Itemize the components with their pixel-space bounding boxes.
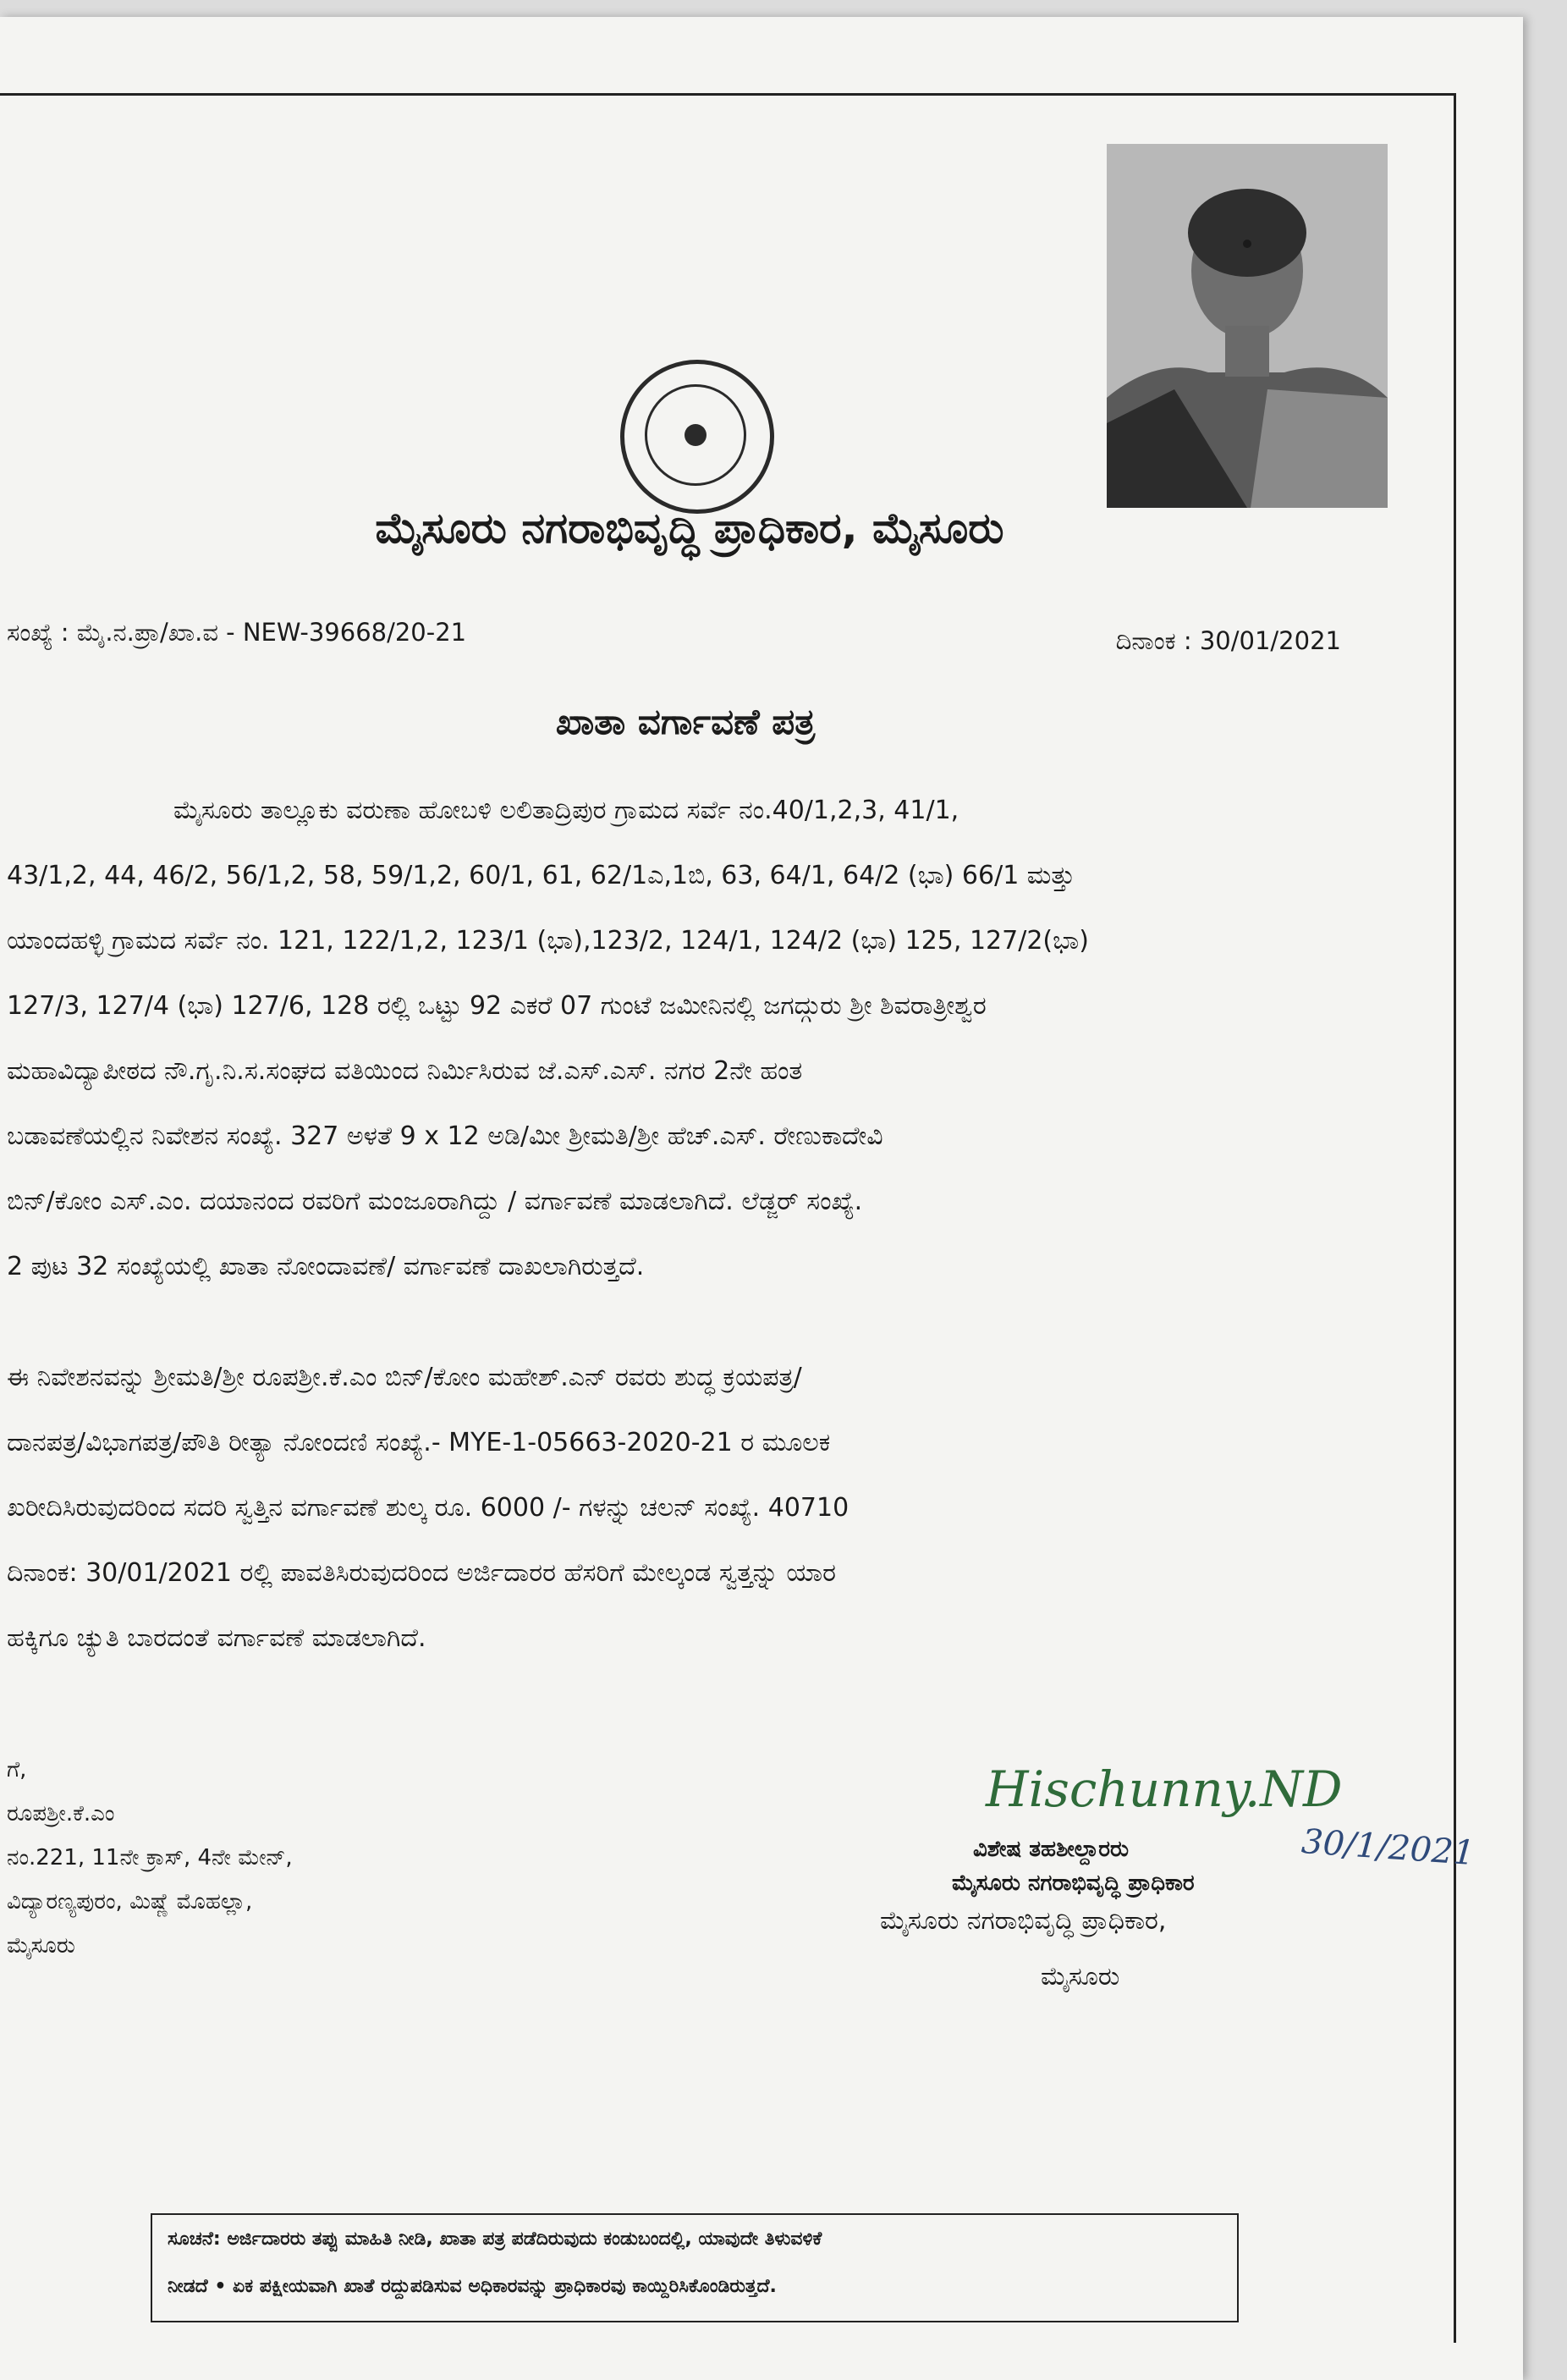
paragraph2-line: ಖರೀದಿಸಿರುವುದರಿಂದ ಸದರಿ ಸ್ವತ್ತಿನ ವರ್ಗಾವಣೆ ಶುಲ್ಕ ರೂ. 6000 /- ಗಳನ್ನು ಚಲನ್ ಸಂಖ್ಯೆ. 40710 <box>7 1493 849 1523</box>
issue-date: ದಿನಾಂಕ : 30/01/2021 <box>1115 626 1341 655</box>
reference-number: ಸಂಖ್ಯೆ : ಮೈ.ನ.ಪ್ರಾ/ಖಾ.ವ - NEW-39668/20-21 <box>7 618 467 647</box>
recipient-name: ರೂಪಶ್ರೀ.ಕೆ.ಎಂ <box>7 1801 115 1826</box>
paragraph1-line: 127/3, 127/4 (ಭಾ) 127/6, 128 ರಲ್ಲಿ ಒಟ್ಟು 92 ಎಕರೆ 07 ಗುಂಟೆ ಜಮೀನಿನಲ್ಲಿ ಜಗದ್ಗುರು ಶ್ರೀ ಶಿವರಾತ್ರೀಶ್ವರ <box>7 991 987 1021</box>
applicant-photo <box>1107 144 1388 508</box>
paragraph1-line: ಮಹಾವಿದ್ಯಾಪೀಠದ ನೌ.ಗೃ.ನಿ.ಸ.ಸಂಘದ ವತಿಯಿಂದ ನಿರ್ಮಿಸಿರುವ ಜೆ.ಎಸ್.ಎಸ್. ನಗರ 2ನೇ ಹಂತ <box>7 1056 803 1086</box>
recipient-block <box>7 1748 293 1968</box>
footer-note-line: ನೀಡದೆ • ಏಕ ಪಕ್ಷೀಯವಾಗಿ ಖಾತೆ ರದ್ದುಪಡಿಸುವ ಅಧಿಕಾರವನ್ನು ಪ್ರಾಧಿಕಾರವು ಕಾಯ್ದಿರಿಸಿಕೊಂಡಿರುತ್ತದೆ. <box>168 2276 777 2297</box>
signatory-designation: ವಿಶೇಷ ತಹಶೀಲ್ದಾರರು <box>973 1837 1129 1862</box>
authority-seal <box>620 360 774 514</box>
signatory-office: ಮೈಸೂರು ನಗರಾಭಿವೃದ್ಧಿ ಪ್ರಾಧಿಕಾರ <box>952 1870 1195 1896</box>
seal-emblem <box>685 424 707 446</box>
signatory-city: ಮೈಸೂರು <box>1041 1962 1120 1992</box>
signatory-authority: ಮೈಸೂರು ನಗರಾಭಿವೃದ್ಧಿ ಪ್ರಾಧಿಕಾರ, <box>880 1906 1167 1936</box>
signature-block <box>880 1760 1476 2014</box>
paragraph1-line: ಬಡಾವಣೆಯಲ್ಲಿನ ನಿವೇಶನ ಸಂಖ್ಯೆ. 327 ಅಳತೆ 9 x 12 ಅಡಿ/ಮೀ ಶ್ರೀಮತಿ/ಶ್ರೀ ಹೆಚ್.ಎಸ್. ರೇಣುಕಾದೇವಿ <box>7 1121 883 1151</box>
paragraph2-line: ದಾನಪತ್ರ/ವಿಭಾಗಪತ್ರ/ಪೌತಿ ರೀತ್ಯಾ ನೋಂದಣಿ ಸಂಖ್ಯೆ.- MYE-1-05663-2020-21 ರ ಮೂಲಕ <box>7 1428 831 1457</box>
paragraph1-line: 2 ಪುಟ 32 ಸಂಖ್ಯೆಯಲ್ಲಿ ಖಾತಾ ನೋಂದಾವಣೆ/ ವರ್ಗಾವಣೆ ದಾಖಲಾಗಿರುತ್ತದೆ. <box>7 1252 645 1281</box>
recipient-label: ಗೆ, <box>7 1757 27 1782</box>
footer-note-line: ಸೂಚನೆ: ಅರ್ಜಿದಾರರು ತಪ್ಪು ಮಾಹಿತಿ ನೀಡಿ, ಖಾತಾ ಪತ್ರ ಪಡೆದಿರುವುದು ಕಂಡುಬಂದಲ್ಲಿ, ಯಾವುದೇ ತಿಳುವಳಿಕೆ <box>168 2228 822 2250</box>
footer-note-box <box>151 2213 1239 2322</box>
recipient-address-line: ನಂ.221, 11ನೇ ಕ್ರಾಸ್, 4ನೇ ಮೇನ್, <box>7 1845 293 1870</box>
document-subtitle: ಖಾತಾ ವರ್ಗಾವಣೆ ಪತ್ರ <box>555 701 816 742</box>
handwritten-date: 30/1/2021 <box>1300 1821 1476 1874</box>
paragraph1-line: ಯಾಂದಹಳ್ಳಿ ಗ್ರಾಮದ ಸರ್ವೆ ನಂ. 121, 122/1,2, 123/1 (ಭಾ),123/2, 124/1, 124/2 (ಭಾ) 125, 127/2(ಭಾ) <box>7 926 1089 956</box>
paragraph2-line: ದಿನಾಂಕ: 30/01/2021 ರಲ್ಲಿ ಪಾವತಿಸಿರುವುದರಿಂದ ಅರ್ಜಿದಾರರ ಹೆಸರಿಗೆ ಮೇಲ್ಕಂಡ ಸ್ವತ್ತನ್ನು ಯಾರ <box>7 1558 836 1588</box>
recipient-address-line: ವಿದ್ಯಾರಣ್ಯಪುರಂ, ಮಿಷ್ಣೆ ಮೊಹಲ್ಲಾ, <box>7 1889 253 1914</box>
paragraph1-line: 43/1,2, 44, 46/2, 56/1,2, 58, 59/1,2, 60/1, 61, 62/1ಎ,1ಬಿ, 63, 64/1, 64/2 (ಭಾ) 66/1 ಮತ್ತು <box>7 861 1075 890</box>
applicant-photo-image <box>1107 144 1388 508</box>
authority-title: ಮೈಸೂರು ನಗರಾಭಿವೃದ್ಧಿ ಪ್ರಾಧಿಕಾರ, ಮೈಸೂರು <box>375 504 1004 553</box>
seal-inner-ring <box>645 384 746 486</box>
document-sheet <box>0 17 1523 2380</box>
paragraph1-line: ಬಿನ್/ಕೋಂ ಎಸ್.ಎಂ. ದಯಾನಂದ ರವರಿಗೆ ಮಂಜೂರಾಗಿದ್ದು / ವರ್ಗಾವಣೆ ಮಾಡಲಾಗಿದೆ. ಲೆಡ್ಜರ್ ಸಂಖ್ಯೆ. <box>7 1187 863 1216</box>
paragraph1-line: ಮೈಸೂರು ತಾಲ್ಲೂಕು ವರುಣಾ ಹೋಬಳಿ ಲಲಿತಾದ್ರಿಪುರ ಗ್ರಾಮದ ಸರ್ವೆ ನಂ.40/1,2,3, 41/1, <box>173 796 959 825</box>
handwritten-signature: Hischunny.ND <box>986 1760 1343 1818</box>
paragraph2-line: ಈ ನಿವೇಶನವನ್ನು ಶ್ರೀಮತಿ/ಶ್ರೀ ರೂಪಶ್ರೀ.ಕೆ.ಎಂ ಬಿನ್/ಕೋಂ ಮಹೇಶ್.ಎನ್ ರವರು ಶುದ್ಧ ಕ್ರಯಪತ್ರ/ <box>7 1363 802 1392</box>
paragraph2-line: ಹಕ್ಕಿಗೂ ಚ್ಯುತಿ ಬಾರದಂತೆ ವರ್ಗಾವಣೆ ಮಾಡಲಾಗಿದೆ. <box>7 1623 426 1653</box>
recipient-address-line: ಮೈಸೂರು <box>7 1933 75 1959</box>
